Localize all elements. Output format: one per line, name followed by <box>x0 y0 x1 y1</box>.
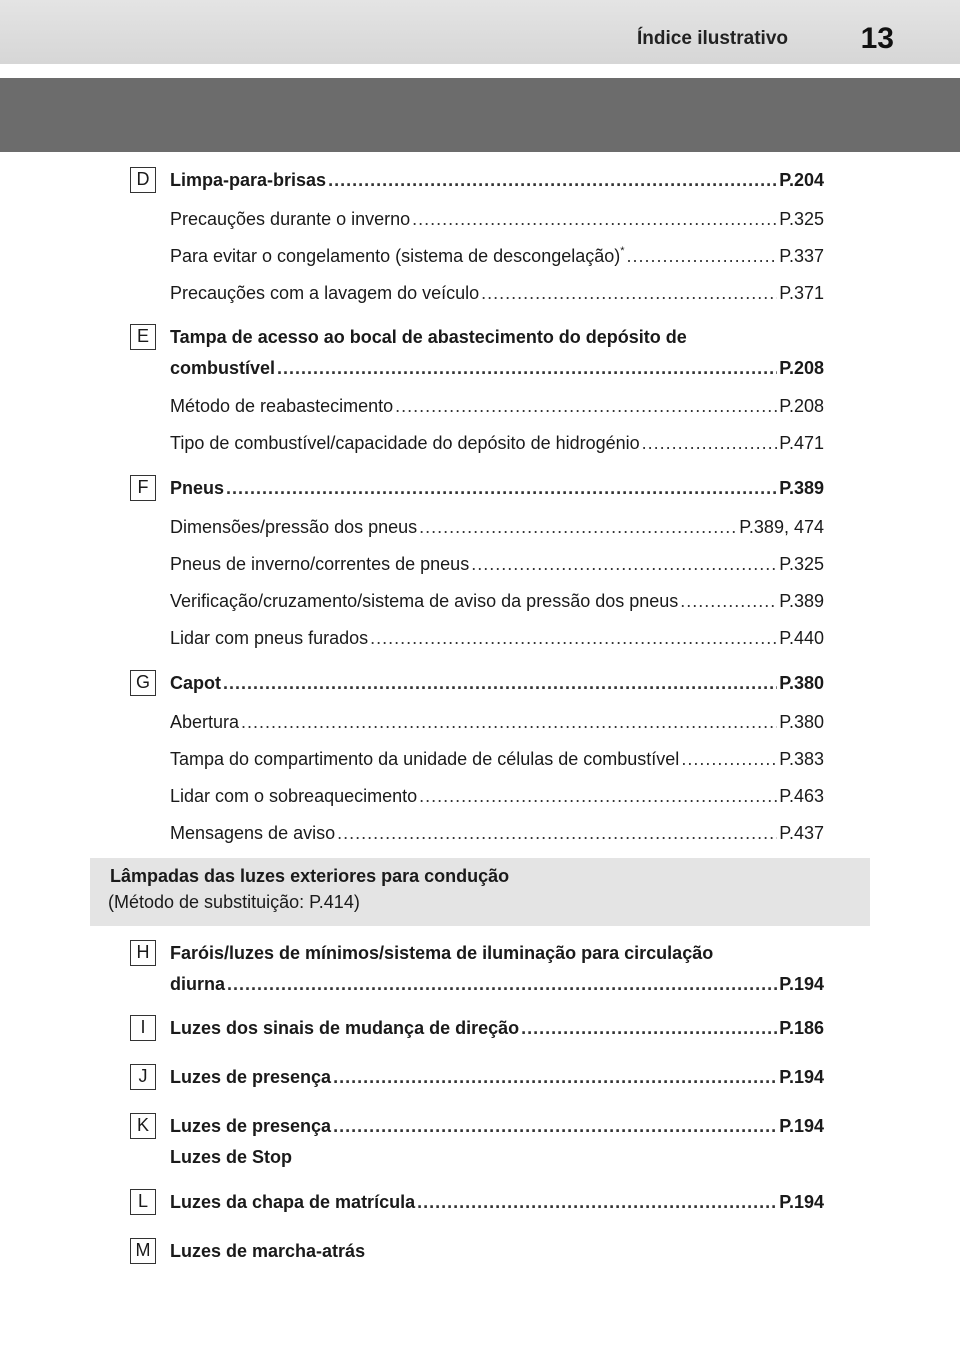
dot-leader <box>333 1063 777 1091</box>
index-entry-main[interactable] <box>170 1014 824 1042</box>
index-entry-sub[interactable] <box>170 205 824 233</box>
entry-page: P.383 <box>779 749 824 769</box>
entry-label-text: Para evitar o congelamento (sistema de descongelação) <box>170 246 621 266</box>
dot-leader <box>337 819 777 847</box>
entry-label: Tipo de combustível/capacidade do depósito de hidrogénio <box>170 433 640 453</box>
entry-label: Luzes dos sinais de mudança de direção <box>170 1018 520 1038</box>
dot-leader <box>471 550 777 578</box>
index-entry-main[interactable] <box>170 166 824 194</box>
exterior-lights-box <box>90 858 870 926</box>
entry-page: P.194 <box>779 974 824 994</box>
entry-page: P.471 <box>779 433 824 453</box>
entry-page: P.204 <box>779 170 824 190</box>
entry-page: P.463 <box>779 786 824 806</box>
dot-leader <box>419 782 777 810</box>
dot-leader <box>417 1188 777 1216</box>
section-letter-h: H <box>130 940 156 966</box>
entry-label <box>170 242 625 270</box>
dot-leader <box>521 1014 777 1042</box>
entry-page: P.380 <box>779 673 824 693</box>
dot-leader <box>277 354 777 382</box>
section-letter-k: K <box>130 1113 156 1139</box>
index-entry-sub[interactable] <box>170 587 824 615</box>
dot-leader <box>370 624 777 652</box>
entry-label: Precauções com a lavagem do veículo <box>170 283 480 303</box>
index-entry-sub[interactable] <box>170 819 824 847</box>
entry-label: combustível <box>170 358 276 378</box>
dot-leader <box>333 1112 777 1140</box>
index-entry-sub[interactable] <box>170 429 824 457</box>
entry-page: P.389 <box>779 591 824 611</box>
section-letter-i: I <box>130 1015 156 1041</box>
entry-page: P.380 <box>779 712 824 732</box>
dot-leader <box>395 392 777 420</box>
section-letter-e: E <box>130 324 156 350</box>
entry-label: Limpa-para-brisas <box>170 170 327 190</box>
entry-label: Verificação/cruzamento/sistema de aviso da pressão dos pneus <box>170 591 679 611</box>
entry-page: P.440 <box>779 628 824 648</box>
dot-leader <box>226 474 777 502</box>
entry-page: P.186 <box>779 1018 824 1038</box>
dot-leader <box>627 242 778 270</box>
image-area-band <box>0 78 960 152</box>
entry-page: P.194 <box>779 1067 824 1087</box>
index-entry-sub[interactable] <box>170 279 824 307</box>
entry-label: Método de reabastecimento <box>170 396 394 416</box>
entry-page: P.437 <box>779 823 824 843</box>
index-entry-sub[interactable] <box>170 624 824 652</box>
dot-leader <box>419 513 737 541</box>
index-entry-main-line1[interactable]: Tampa de acesso ao bocal de abastecimento do depósito de <box>170 327 687 347</box>
index-entry-main[interactable] <box>170 1112 824 1140</box>
dot-leader <box>481 279 777 307</box>
entry-label: Dimensões/pressão dos pneus <box>170 517 418 537</box>
exterior-lights-title: Lâmpadas das luzes exteriores para condução <box>110 866 510 886</box>
entry-label: Precauções durante o inverno <box>170 209 411 229</box>
entry-label: Luzes da chapa de matrícula <box>170 1192 416 1212</box>
index-entry-main[interactable] <box>170 1063 824 1091</box>
entry-page: P.389 <box>779 478 824 498</box>
entry-page: P.337 <box>779 246 824 266</box>
footnote-marker: * <box>620 245 625 257</box>
entry-label: Pneus <box>170 478 225 498</box>
entry-label: Pneus de inverno/correntes de pneus <box>170 554 470 574</box>
entry-page: P.389, 474 <box>739 517 824 537</box>
page-number: 13 <box>860 22 894 55</box>
index-entry-main[interactable] <box>170 354 824 382</box>
index-entry-sub[interactable] <box>170 708 824 736</box>
index-entry-main[interactable] <box>170 474 824 502</box>
section-letter-d: D <box>130 167 156 193</box>
entry-label: Mensagens de aviso <box>170 823 336 843</box>
section-letter-m: M <box>130 1238 156 1264</box>
entry-page: P.194 <box>779 1116 824 1136</box>
dot-leader <box>227 970 777 998</box>
header-title: Índice ilustrativo <box>637 28 788 49</box>
entry-label: Abertura <box>170 712 240 732</box>
entry-page: P.325 <box>779 209 824 229</box>
exterior-lights-subtitle[interactable]: (Método de substituição: P.414) <box>108 892 360 912</box>
index-entry-main[interactable] <box>170 669 824 697</box>
entry-page: P.325 <box>779 554 824 574</box>
entry-page: P.194 <box>779 1192 824 1212</box>
entry-page: P.208 <box>779 396 824 416</box>
index-entry-main[interactable]: Luzes de marcha-atrás <box>170 1241 366 1261</box>
entry-page: P.371 <box>779 283 824 303</box>
entry-label: Luzes de presença <box>170 1116 332 1136</box>
index-entry-sub[interactable] <box>170 513 824 541</box>
dot-leader <box>223 669 777 697</box>
dot-leader <box>681 745 777 773</box>
index-entry-sub[interactable] <box>170 550 824 578</box>
dot-leader <box>241 708 777 736</box>
entry-label: Luzes de presença <box>170 1067 332 1087</box>
entry-page: P.208 <box>779 358 824 378</box>
dot-leader <box>328 166 777 194</box>
entry-label: Capot <box>170 673 221 693</box>
entry-label: Tampa do compartimento da unidade de células de combustível <box>170 749 680 769</box>
dot-leader <box>642 429 778 457</box>
index-entry-sub[interactable] <box>170 782 824 810</box>
entry-label: Lidar com pneus furados <box>170 628 369 648</box>
header-bar <box>0 0 960 64</box>
index-entry-main-line2[interactable]: Luzes de Stop <box>170 1147 293 1167</box>
entry-label: diurna <box>170 974 226 994</box>
index-entry-main[interactable] <box>170 970 824 998</box>
entry-label: Lidar com o sobreaquecimento <box>170 786 418 806</box>
section-letter-f: F <box>130 475 156 501</box>
index-entry-sub[interactable] <box>170 745 824 773</box>
index-entry-main-line1[interactable]: Faróis/luzes de mínimos/sistema de iluminação para circulação <box>170 943 714 963</box>
dot-leader <box>680 587 777 615</box>
dot-leader <box>412 205 777 233</box>
index-entry-main[interactable] <box>170 1188 824 1216</box>
section-letter-g: G <box>130 670 156 696</box>
section-letter-l: L <box>130 1189 156 1215</box>
section-letter-j: J <box>130 1064 156 1090</box>
index-entry-sub[interactable] <box>170 242 824 270</box>
index-entry-sub[interactable] <box>170 392 824 420</box>
